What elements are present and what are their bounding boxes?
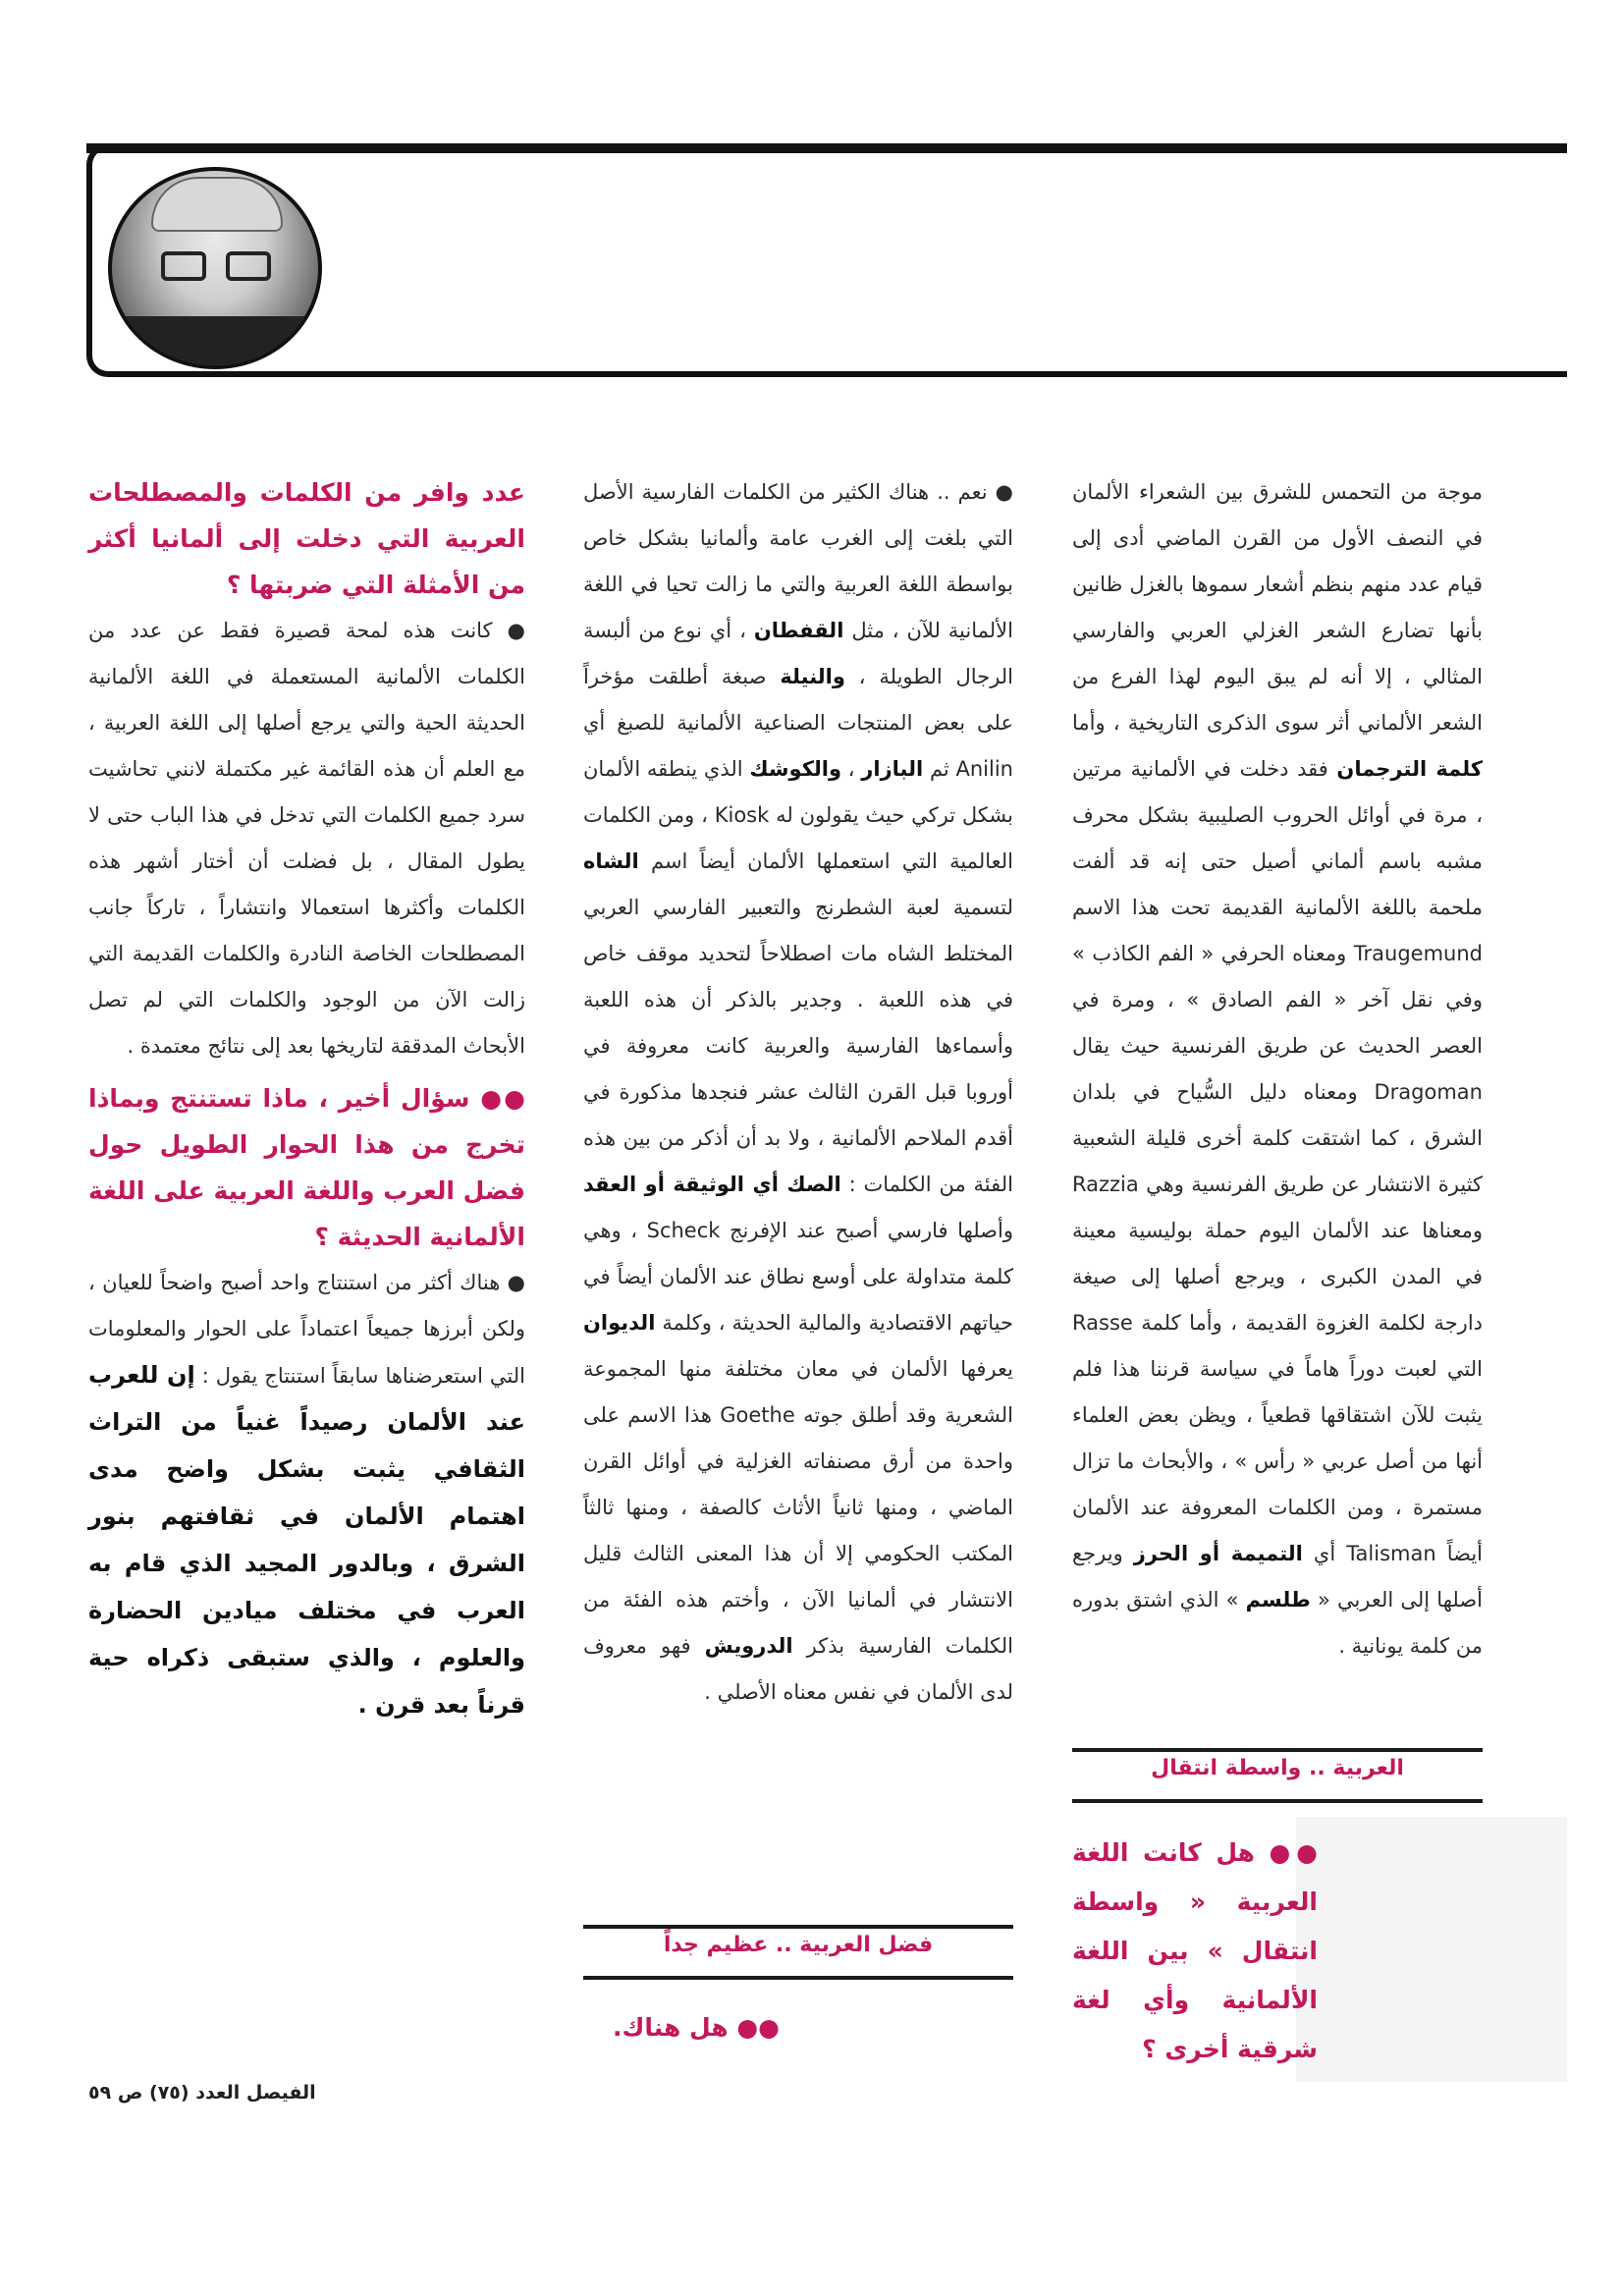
text-run: لتسمية لعبة الشطرنج والتعبير الفارسي العربي المختلط الشاه مات اصطلاحاً لتحديد موقف خاص في هذه اللعبة . وجدير بالذكر أن هذه اللعبة وأسماءها الفارسية والعربية كانت معروفة في أوروبا قبل القرن الثالث عشر فنجدها مذكورة في أقدم الملاحم الألمانية ، ولا بد أن أذكر من بين هذه الفئة من الكلمات :: [583, 896, 1013, 1196]
question-text: عدد وافر من الكلمات والمصطلحات العربية التي دخلت إلى ألمانيا أكثر من الأمثلة التي ضربتها ؟: [88, 478, 525, 599]
text-run: ويرجع أصلها إلى العربي «: [1072, 1542, 1483, 1612]
question-text: ●● سؤال أخير ، ماذا تستنتج وبماذا تخرج من هذا الحوار الطويل حول فضل العرب واللغة العربية على اللغة الألمانية الحديثة ؟: [88, 1084, 525, 1251]
page-footer: الفيصل العدد (٧٥) ص ٥٩: [88, 2082, 316, 2104]
col3-paragraph-1: ● كانت هذه لمحة قصيرة فقط عن عدد من الكلمات الألمانية المستعملة في اللغة الألمانية الحديثة الحية والتي يرجع أصلها إلى اللغة العربية ، مع العلم أن هذه القائمة غير مكتملة لانني تحاشيت سرد جميع الكلمات التي تدخل في هذا الباب حتى لا يطول المقال ، بل فضلت أن أختار أشهر هذه الكلمات وأكثرها استعمالا وانتشاراً ، تاركاً جانب المصطلحات الخاصة النادرة والكلمات القديمة التي زالت الآن من الوجود والكلمات التي لم تصل الأبحاث المدققة لتاريخها بعد إلى نتائج معتمدة .: [88, 619, 525, 1058]
section-rule-top: [583, 1925, 1013, 1929]
text-run: فهو معروف لدى الألمان في نفس معناه الأصلي .: [583, 1634, 1013, 1704]
bold-term: الديوان: [583, 1311, 656, 1335]
section-title-arabic-transfer: العربية .. واسطة انتقال: [1151, 1756, 1404, 1780]
text-run: ،: [841, 757, 862, 781]
text-run: ، أي نوع من ألبسة الرجال الطويلة ،: [583, 619, 1014, 688]
bold-term: والكوشك: [749, 757, 842, 781]
question-text: ●● هل هناك.: [612, 2013, 780, 2042]
portrait-shirt: [112, 316, 318, 365]
bold-term: الصك أي الوثيقة أو العقد: [583, 1173, 841, 1196]
bold-term: البازار: [861, 757, 924, 781]
col1-paragraph: [1072, 469, 1483, 1669]
bold-conclusion: إن للعرب عند الألمان رصيداً غنياً من التراث الثقافي يثبت بشكل واضح مدى اهتمام الألمان في ثقافتهم بنور الشرق ، وبالدور المجيد الذي قام به العرب في مختلف ميادين الحضارة والعلوم ، والذي ستبقى ذكراه حية قرناً بعد قرن .: [88, 1361, 525, 1719]
bold-term: القفطان: [753, 619, 844, 642]
shaded-box: [1296, 1817, 1567, 2082]
question-text: ●● هل كانت اللغة العربية « واسطة انتقال » بين اللغة الألمانية وأي لغة شرقية أخرى ؟: [1072, 1838, 1318, 2063]
text-run: موجة من التحمس للشرق بين الشعراء الألمان في النصف الأول من القرن الماضي أدى إلى قيام عدد منهم بنظم أشعار سموها بالغزل ظانين بأنها تضارع الشعر الغزلي العربي والفارسي المثالي ، إلا أنه لم يبق اليوم لهذا الفرع من الشعر الألماني أثر سوى الذكرى التاريخية ، وأما: [1072, 480, 1483, 735]
portrait-glasses-icon: [161, 251, 271, 283]
question-box-col1: [1072, 1829, 1318, 2074]
column-left: [88, 469, 525, 1729]
section-rule-top: [1072, 1748, 1483, 1752]
text-run: » الذي اشتق بدوره من كلمة يونانية .: [1072, 1588, 1483, 1658]
author-portrait: [108, 167, 322, 369]
column-right: [1072, 469, 1483, 1669]
section-rule-bottom: [583, 1976, 1013, 1980]
text-run: وأصلها فارسي أصبح عند الإفرنج Scheck ، وهي كلمة متداولة على أوسع نطاق عند الألمان أيضاً في حياتهم الاقتصادية والمالية الحديثة ، وكلمة: [583, 1219, 1013, 1335]
bold-term: الدرويش: [704, 1634, 793, 1658]
text-run: الذي ينطقه الألمان بشكل تركي حيث يقولون له Kiosk ، ومن الكلمات العالمية التي استعملها الألمان أيضاً اسم: [583, 757, 1013, 873]
portrait-hair: [151, 177, 283, 232]
section-title-arabic-merit: فضل العربية .. عظيم جداً: [663, 1933, 934, 1957]
bold-term: كلمة الترجمان: [1336, 757, 1483, 781]
bold-term: والنيلة: [780, 665, 845, 688]
text-run: ● نعم .. هناك الكثير من الكلمات الفارسية الأصل التي بلغت إلى الغرب عامة وألمانيا بشكل خاص بواسطة اللغة العربية والتي ما زالت تحيا في اللغة الألمانية للآن ، مثل: [583, 480, 1013, 642]
header-top-bar: [86, 143, 1567, 153]
col2-paragraph: [583, 469, 1013, 1716]
col3-paragraph-2: [88, 1260, 525, 1729]
section-rule-bottom: [1072, 1799, 1483, 1803]
text-run: ● هناك أكثر من استنتاج واحد أصبح واضحاً للعيان ، ولكن أبرزها جميعاً اعتماداً على الحوار والمعلومات التي استعرضناها سابقاً استنتاج يقول :: [88, 1271, 525, 1388]
column-middle: [583, 469, 1013, 1716]
question-col2: [583, 2003, 780, 2052]
bold-term: طلسم: [1245, 1588, 1311, 1612]
bold-term: التميمة أو الحرز: [1133, 1542, 1303, 1565]
bold-term: الشاه: [583, 849, 639, 873]
text-run: صبغة أطلقت مؤخراً على بعض المنتجات الصناعية الألمانية للصبغ أي Anilin ثم: [583, 665, 1013, 781]
text-run: فقد دخلت في الألمانية مرتين ، مرة في أوائل الحروب الصليبية بشكل محرف مشبه باسم ألماني أصيل حتى إنه قد ألفت ملحمة باللغة الألمانية القديمة تحت هذا الاسم Traugemund ومعناه الحرفي « الفم الكاذب » وفي نقل آخر « الفم الصادق » ، ومرة في العصر الحديث عن طريق الفرنسية حيث يقال Dragoman ومعناه دليل السُّياح في بلدان الشرق ، كما اشتقت كلمة أخرى قليلة الشعبية كثيرة الانتشار عن طريق الفرنسية وهي Razzia ومعناها عند الألمان اليوم حملة بوليسية معينة في المدن الكبرى ، ويرجع أصلها إلى صيغة دارجة لكلمة الغزوة القديمة ، وأما كلمة Rasse التي لعبت دوراً هاماً في سياسة قرننا هذا فلم يثبت للآن اشتقاقها قطعياً ، ويظن بعض العلماء أنها من أصل عربي « رأس » ، والأبحاث ما تزال مستمرة ، ومن الكلمات المعروفة عند الألمان أيضاً Talisman أي: [1072, 757, 1483, 1565]
text-run: يعرفها الألمان في معان مختلفة منها المجموعة الشعرية وقد أطلق جوته Goethe هذا الاسم على واحدة من أرق مصنفاته الغزلية في أوائل القرن الماضي ، ومنها ثانياً الأثاث كالصفة ، ومنها ثالثاً المكتب الحكومي إلا أن هذا المعنى الثالث قليل الانتشار في ألمانيا الآن ، وأختم هذه الفئة من الكلمات الفارسية بذكر: [583, 1357, 1014, 1658]
